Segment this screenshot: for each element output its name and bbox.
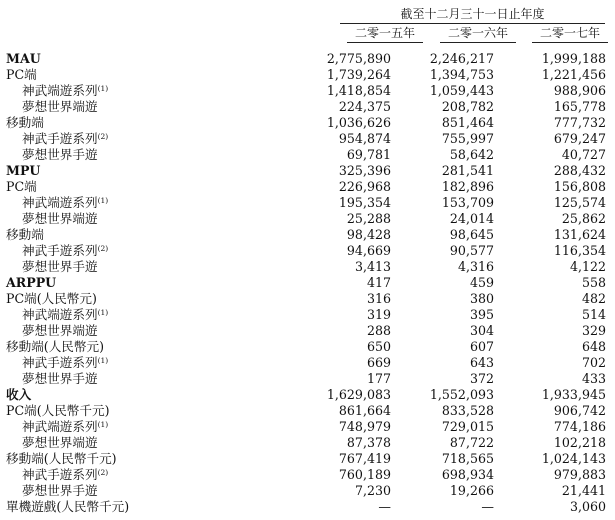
row-label-text: 神武手遊系列 — [22, 131, 98, 146]
cell-value: 514 — [581, 307, 606, 322]
row-label-text: 單機遊戲(人民幣千元) — [6, 499, 130, 514]
table-row — [0, 323, 615, 338]
table-row — [0, 467, 615, 482]
cell-value: 90,577 — [449, 243, 494, 258]
cell-value: 98,428 — [346, 227, 391, 242]
cell-value: 760,189 — [338, 467, 391, 482]
year-header-2016: 二零一六年 — [447, 26, 508, 40]
cell-value: 58,642 — [449, 147, 494, 162]
cell-value: 767,419 — [338, 451, 391, 466]
cell-value: 316 — [366, 291, 391, 306]
cell-value: 607 — [469, 339, 494, 354]
row-label — [6, 499, 129, 514]
cell-value: 177 — [366, 371, 391, 386]
cell-value: 325,396 — [338, 163, 391, 178]
cell-value: 87,722 — [449, 435, 494, 450]
cell-value: 98,645 — [449, 227, 494, 242]
row-label-text: 移動端(人民幣元) — [6, 339, 104, 354]
table-row — [0, 403, 615, 418]
footnote-marker: (1) — [97, 308, 109, 317]
table-row — [0, 291, 615, 306]
cell-value: 679,247 — [553, 131, 606, 146]
cell-value: 4,122 — [569, 259, 606, 274]
table-row — [0, 163, 615, 178]
row-label-text: 神武端遊系列 — [22, 419, 98, 434]
cell-value: 1,552,093 — [429, 387, 494, 402]
cell-value: 102,218 — [553, 435, 606, 450]
period-header: 截至十二月三十一日止年度 — [400, 7, 545, 21]
row-label-text: 夢想世界手遊 — [22, 147, 98, 162]
cell-value: 861,664 — [338, 403, 391, 418]
row-label — [22, 83, 108, 98]
table-row — [0, 131, 615, 146]
row-label — [6, 275, 56, 290]
cell-value: 698,934 — [441, 467, 494, 482]
row-label-text: 夢想世界端遊 — [22, 211, 98, 226]
cell-value: 833,528 — [441, 403, 494, 418]
cell-value: 1,024,143 — [541, 451, 606, 466]
cell-value: 988,906 — [553, 83, 606, 98]
table-row — [0, 51, 615, 66]
row-label-text: 收入 — [6, 387, 32, 402]
row-label-text: PC端 — [6, 179, 37, 194]
cell-value: 650 — [366, 339, 391, 354]
period-header-rule — [340, 23, 605, 24]
table-row — [0, 499, 615, 514]
cell-value: 755,997 — [441, 131, 494, 146]
cell-value: — — [481, 499, 494, 514]
cell-value: 1,036,626 — [326, 115, 391, 130]
cell-value: 224,375 — [338, 99, 391, 114]
row-label — [22, 131, 108, 146]
cell-value: 69,781 — [346, 147, 391, 162]
row-label — [22, 371, 98, 386]
cell-value: 153,709 — [441, 195, 494, 210]
cell-value: 125,574 — [553, 195, 606, 210]
cell-value: 1,933,945 — [541, 387, 606, 402]
year-header-underline — [440, 42, 516, 43]
cell-value: 4,316 — [457, 259, 494, 274]
cell-value: 482 — [581, 291, 606, 306]
cell-value: 1,629,083 — [326, 387, 391, 402]
table-row — [0, 451, 615, 466]
cell-value: 718,565 — [441, 451, 494, 466]
cell-value: 648 — [581, 339, 606, 354]
cell-value: 226,968 — [338, 179, 391, 194]
row-label — [6, 451, 117, 466]
cell-value: 3,060 — [569, 499, 606, 514]
cell-value: 182,896 — [441, 179, 494, 194]
cell-value: 669 — [366, 355, 391, 370]
cell-value: 319 — [366, 307, 391, 322]
row-label — [6, 179, 37, 194]
row-label-text: 夢想世界手遊 — [22, 259, 98, 274]
table-row — [0, 67, 615, 82]
cell-value: 433 — [581, 371, 606, 386]
footnote-marker: (2) — [97, 244, 109, 253]
year-header-2017: 二零一七年 — [539, 26, 600, 40]
row-label — [22, 467, 108, 482]
table-row — [0, 195, 615, 210]
row-label-text: MAU — [6, 51, 41, 66]
table-row — [0, 371, 615, 386]
cell-value: 395 — [469, 307, 494, 322]
cell-value: 777,732 — [553, 115, 606, 130]
cell-value: 288 — [366, 323, 391, 338]
row-label — [22, 211, 98, 226]
table-row — [0, 227, 615, 242]
cell-value: 643 — [469, 355, 494, 370]
cell-value: — — [378, 499, 391, 514]
row-label-text: 移動端 — [6, 227, 44, 242]
cell-value: 2,246,217 — [429, 51, 494, 66]
footnote-marker: (1) — [97, 356, 109, 365]
cell-value: 329 — [581, 323, 606, 338]
footnote-marker: (2) — [97, 132, 109, 141]
cell-value: 21,441 — [561, 483, 606, 498]
cell-value: 906,742 — [553, 403, 606, 418]
row-label — [6, 403, 110, 418]
table-row — [0, 259, 615, 274]
row-label-text: PC端(人民幣千元) — [6, 403, 110, 418]
cell-value: 208,782 — [441, 99, 494, 114]
cell-value: 954,874 — [338, 131, 391, 146]
table-row — [0, 275, 615, 290]
cell-value: 116,354 — [553, 243, 606, 258]
row-label — [22, 355, 108, 370]
row-label-text: 神武手遊系列 — [22, 243, 98, 258]
cell-value: 2,775,890 — [326, 51, 391, 66]
row-label — [6, 67, 37, 82]
row-label-text: 夢想世界手遊 — [22, 483, 98, 498]
row-label-text: 神武端遊系列 — [22, 307, 98, 322]
row-label-text: 移動端 — [6, 115, 44, 130]
cell-value: 558 — [581, 275, 606, 290]
cell-value: 7,230 — [354, 483, 391, 498]
cell-value: 94,669 — [346, 243, 391, 258]
cell-value: 1,418,854 — [326, 83, 391, 98]
cell-value: 3,413 — [354, 259, 391, 274]
cell-value: 24,014 — [449, 211, 494, 226]
row-label — [6, 387, 31, 402]
cell-value: 304 — [469, 323, 494, 338]
table-row — [0, 307, 615, 322]
cell-value: 748,979 — [338, 419, 391, 434]
cell-value: 25,288 — [346, 211, 391, 226]
row-label-text: 神武端遊系列 — [22, 195, 98, 210]
footnote-marker: (1) — [97, 84, 109, 93]
table-row — [0, 435, 615, 450]
year-header-underline — [347, 42, 423, 43]
cell-value: 195,354 — [338, 195, 391, 210]
row-label — [22, 99, 98, 114]
row-label — [6, 115, 44, 130]
row-label — [22, 307, 108, 322]
cell-value: 156,808 — [553, 179, 606, 194]
cell-value: 729,015 — [441, 419, 494, 434]
cell-value: 702 — [581, 355, 606, 370]
row-label — [22, 195, 108, 210]
footnote-marker: (1) — [97, 420, 109, 429]
cell-value: 87,378 — [346, 435, 391, 450]
cell-value: 25,862 — [561, 211, 606, 226]
row-label-text: 夢想世界端遊 — [22, 99, 98, 114]
cell-value: 165,778 — [553, 99, 606, 114]
cell-value: 1,739,264 — [326, 67, 391, 82]
row-label — [6, 163, 40, 178]
cell-value: 1,059,443 — [429, 83, 494, 98]
row-label-text: 夢想世界端遊 — [22, 323, 98, 338]
table-row — [0, 179, 615, 194]
row-label-text: 神武手遊系列 — [22, 467, 98, 482]
cell-value: 19,266 — [449, 483, 494, 498]
year-header-underline — [532, 42, 608, 43]
cell-value: 281,541 — [441, 163, 494, 178]
cell-value: 851,464 — [441, 115, 494, 130]
table-row — [0, 83, 615, 98]
table-row — [0, 339, 615, 354]
cell-value: 288,432 — [553, 163, 606, 178]
table-row — [0, 243, 615, 258]
table-row — [0, 387, 615, 402]
table-row — [0, 99, 615, 114]
row-label — [22, 483, 98, 498]
cell-value: 459 — [469, 275, 494, 290]
cell-value: 372 — [469, 371, 494, 386]
cell-value: 1,394,753 — [429, 67, 494, 82]
row-label-text: PC端(人民幣元) — [6, 291, 97, 306]
row-label — [22, 259, 98, 274]
table-row — [0, 115, 615, 130]
cell-value: 979,883 — [553, 467, 606, 482]
row-label — [22, 419, 108, 434]
row-label-text: 神武端遊系列 — [22, 83, 98, 98]
table-row — [0, 355, 615, 370]
row-label-text: PC端 — [6, 67, 37, 82]
table-row — [0, 147, 615, 162]
row-label — [6, 291, 97, 306]
row-label-text: MPU — [6, 163, 41, 178]
footnote-marker: (1) — [97, 196, 109, 205]
row-label — [6, 227, 44, 242]
cell-value: 380 — [469, 291, 494, 306]
row-label-text: ARPPU — [6, 275, 57, 290]
year-header-2015: 二零一五年 — [354, 26, 415, 40]
row-label-text: 移動端(人民幣千元) — [6, 451, 117, 466]
row-label — [22, 323, 98, 338]
row-label — [22, 243, 108, 258]
row-label — [22, 147, 98, 162]
footnote-marker: (2) — [97, 468, 109, 477]
cell-value: 131,624 — [553, 227, 606, 242]
cell-value: 774,186 — [553, 419, 606, 434]
table-row — [0, 483, 615, 498]
cell-value: 1,999,188 — [541, 51, 606, 66]
table-row — [0, 419, 615, 434]
row-label — [6, 51, 41, 66]
row-label — [22, 435, 98, 450]
row-label — [6, 339, 104, 354]
table-row — [0, 211, 615, 226]
cell-value: 40,727 — [561, 147, 606, 162]
row-label-text: 夢想世界端遊 — [22, 435, 98, 450]
row-label-text: 神武手遊系列 — [22, 355, 98, 370]
cell-value: 417 — [366, 275, 391, 290]
row-label-text: 夢想世界手遊 — [22, 371, 98, 386]
cell-value: 1,221,456 — [541, 67, 606, 82]
